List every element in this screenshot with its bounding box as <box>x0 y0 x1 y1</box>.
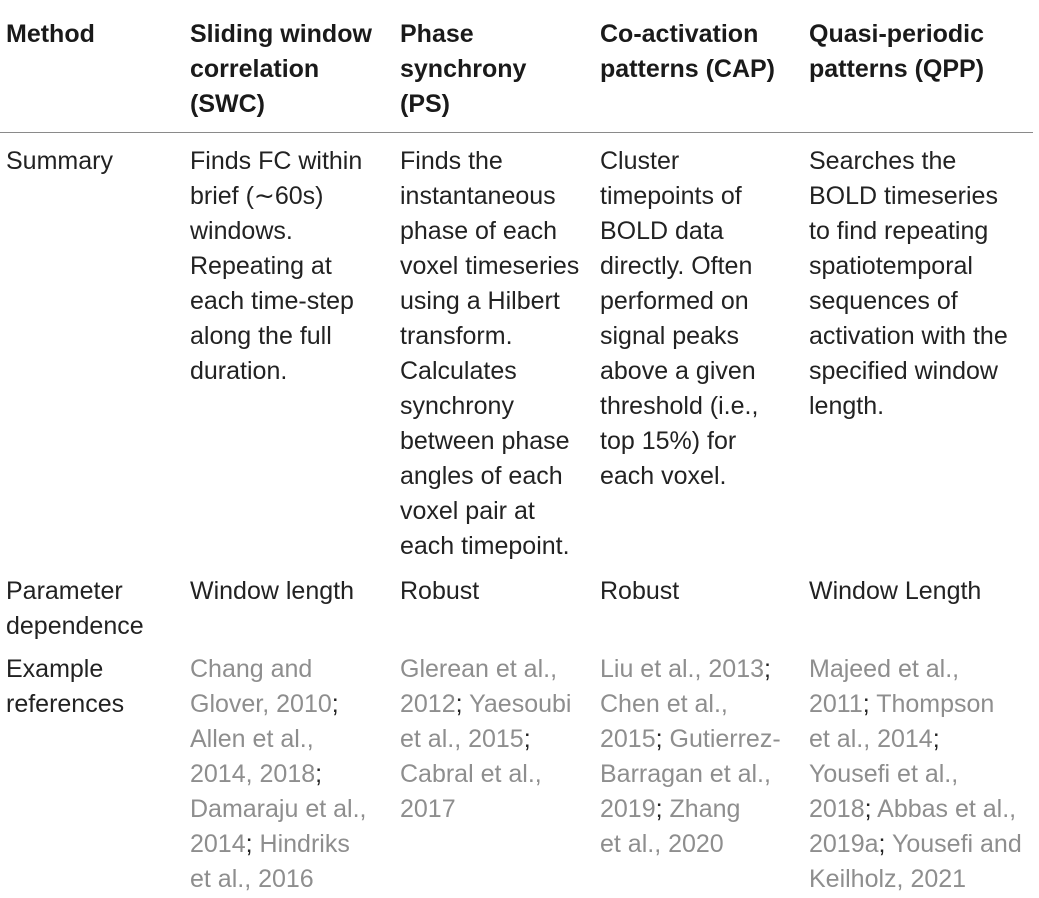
row-label-references: Example references <box>6 655 125 718</box>
reference-link[interactable]: Yousefi and Keilholz, 2021 <box>809 830 1022 893</box>
reference-separator: ; <box>864 795 872 823</box>
reference-separator: ; <box>655 795 663 823</box>
cell-references-qpp <box>809 652 1039 897</box>
header-swc: Sliding window correlation (SWC) <box>190 20 372 118</box>
reference-separator: ; <box>764 655 771 683</box>
reference-separator: ; <box>523 725 531 753</box>
cell-parameter-qpp: Window Length <box>809 577 982 605</box>
table-row-references <box>0 652 1039 897</box>
reference-link[interactable]: Thompson et al., 2014 <box>809 690 995 753</box>
reference-separator: ; <box>862 690 870 718</box>
reference-link[interactable]: Hindriks et al., 2016 <box>190 830 350 893</box>
reference-link[interactable]: Chen et al., 2015 <box>600 690 728 753</box>
header-qpp: Quasi-periodic patterns (QPP) <box>809 20 985 83</box>
table-row-parameter <box>0 574 1039 644</box>
reference-link[interactable]: Glerean et al., 2012 <box>400 655 558 718</box>
row-label-summary: Summary <box>6 147 113 175</box>
reference-separator: ; <box>655 725 663 753</box>
header-ps: Phase synchrony (PS) <box>400 20 527 118</box>
cell-summary-qpp: Searches the BOLD timeseries to find repeating spatiotemporal sequences of activation with the specified window length. <box>809 147 1008 420</box>
cell-summary-ps: Finds the instantaneous phase of each voxel timeseries using a Hilbert transform. Calculates synchrony between phase angles of each voxel pair at each timepoint. <box>400 147 580 560</box>
cell-parameter-swc: Window length <box>190 577 354 605</box>
cell-parameter-ps: Robust <box>400 577 480 605</box>
reference-link[interactable]: Chang and Glover, 2010 <box>190 655 332 718</box>
reference-separator: ; <box>315 760 323 788</box>
cell-summary-cap: Cluster timepoints of BOLD data directly. Often performed on signal peaks above a given threshold (i.e., top 15%) for each voxel. <box>600 147 759 490</box>
cell-references-ps <box>400 652 596 827</box>
reference-separator: ; <box>245 830 253 858</box>
reference-link[interactable]: Allen et al., 2014, 2018 <box>190 725 316 788</box>
reference-link[interactable]: Abbas et al., 2019a <box>809 795 1017 858</box>
reference-separator: ; <box>932 725 940 753</box>
reference-link[interactable]: Zhang et al., 2020 <box>600 795 741 858</box>
reference-link[interactable]: Liu et al., 2013 <box>600 655 765 683</box>
reference-separator: ; <box>878 830 886 858</box>
cell-parameter-cap: Robust <box>600 577 680 605</box>
reference-separator: ; <box>331 690 339 718</box>
row-label-parameter: Parameter dependence <box>6 577 144 640</box>
cell-summary-swc: Finds FC within brief (∼60s) windows. Repeating at each time-step along the full duration. <box>190 147 363 385</box>
reference-link[interactable]: Cabral et al., 2017 <box>400 760 542 823</box>
reference-link[interactable]: Majeed et al., 2011 <box>809 655 960 718</box>
table-header-row <box>0 17 1039 122</box>
reference-link[interactable]: Gutierrez- Barragan et al., 2019 <box>600 725 781 823</box>
header-method: Method <box>6 20 95 48</box>
cell-references-swc <box>190 652 395 897</box>
reference-link[interactable]: Damaraju et al., 2014 <box>190 795 367 858</box>
header-divider <box>0 132 1033 133</box>
table-row-summary <box>0 144 1039 564</box>
header-cap: Co-activation patterns (CAP) <box>600 20 776 83</box>
reference-link[interactable]: Yousefi et al., 2018 <box>809 760 959 823</box>
reference-separator: ; <box>455 690 463 718</box>
reference-link[interactable]: Yaesoubi et al., 2015 <box>400 690 572 753</box>
cell-references-cap <box>600 652 805 862</box>
